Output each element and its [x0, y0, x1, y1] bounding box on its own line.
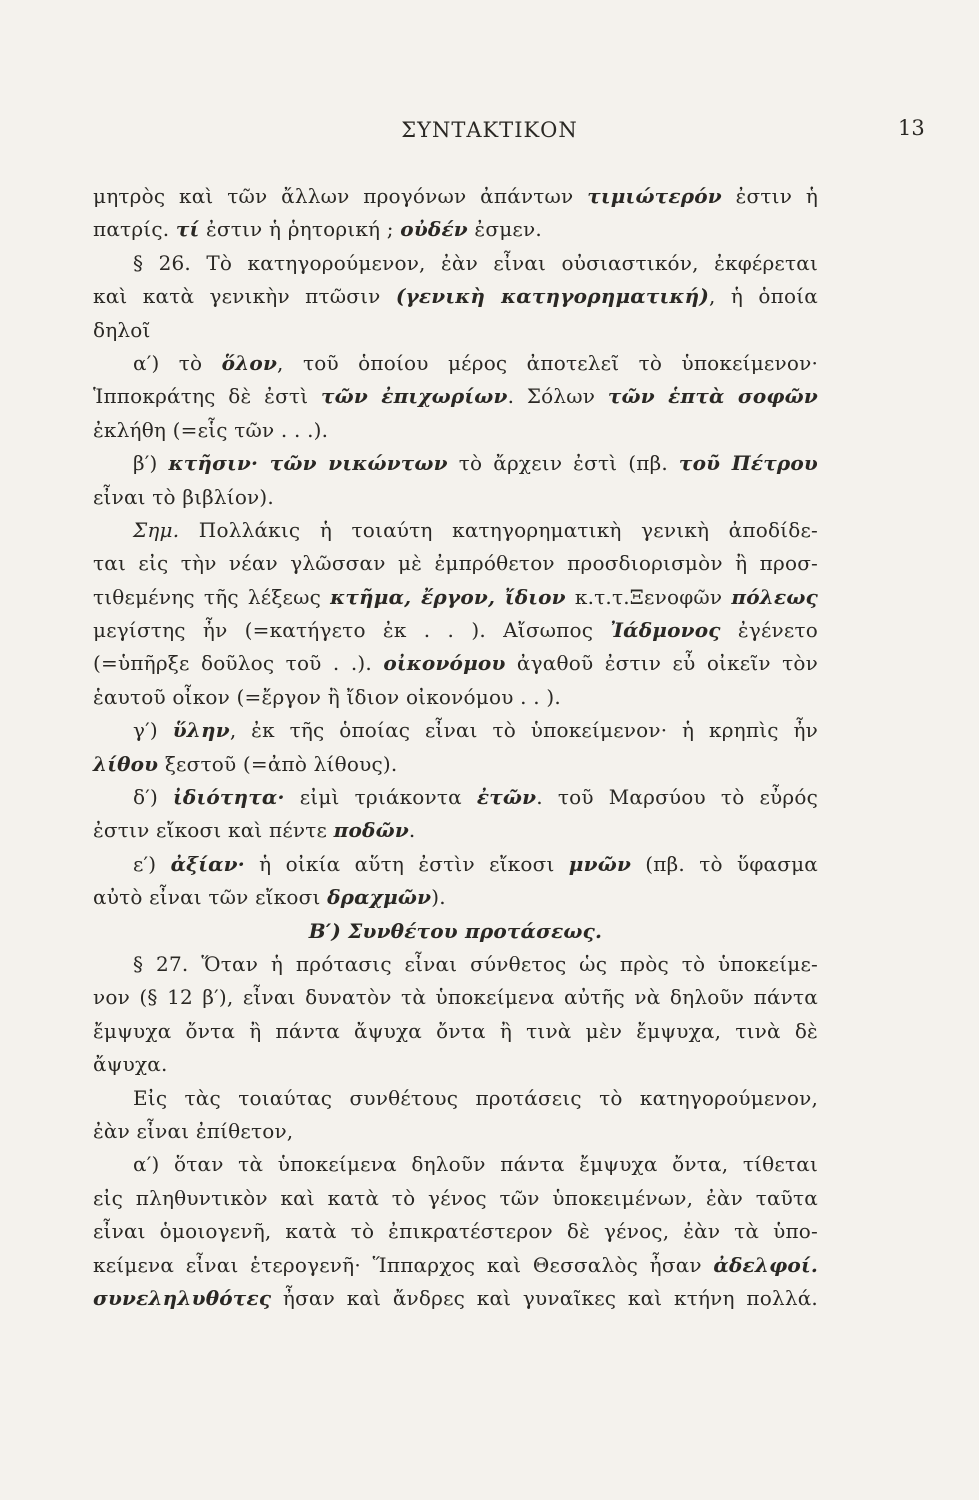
text-line — [93, 1282, 818, 1315]
text-line — [93, 1115, 818, 1148]
body-text — [93, 180, 818, 1315]
emphasized-term: οἰκονόμου — [383, 651, 506, 676]
emphasized-term: Β′) Συνθέτου προτάσεως. — [308, 918, 603, 943]
text-line — [93, 514, 818, 547]
text-segment: δηλοῖ — [93, 317, 151, 342]
text-segment: ἐσμεν. — [467, 217, 542, 242]
emphasized-term: ἀξίαν· — [170, 851, 245, 876]
text-segment: ). — [431, 885, 446, 910]
text-segment: μητρὸς καὶ τῶν ἄλλων προγόνων ἀπάντων — [93, 184, 588, 208]
text-segment: § 27. Ὅταν ἡ πρότασις εἶναι σύνθετος ὡς πρὸς τὸ ὑποκείμε- — [133, 951, 818, 976]
emphasized-term: λίθου — [93, 751, 159, 776]
emphasized-term: οὐδέν — [400, 217, 468, 242]
page-number: 13 — [898, 116, 925, 140]
text-line — [93, 547, 818, 580]
text-line — [93, 681, 818, 714]
text-segment: Σημ. — [133, 517, 180, 542]
text-segment: μεγίστης ἦν (=κατήγετο ἐκ . . ). Αἴσωπος — [93, 618, 611, 643]
text-line — [93, 1148, 818, 1181]
text-segment: τιθεμένης τῆς λέξεως — [93, 584, 331, 609]
text-segment: ἄψυχα. — [93, 1052, 168, 1077]
text-line — [93, 781, 818, 814]
text-line — [93, 180, 818, 213]
emphasized-term: ἰδιότητα· — [173, 785, 285, 810]
text-segment: εἶναι τὸ βιβλίον). — [93, 484, 274, 509]
text-segment: β′) — [133, 451, 169, 476]
text-segment: α′) τὸ — [133, 350, 222, 375]
emphasized-term: δραχμῶν — [327, 885, 432, 910]
text-segment: ται εἰς τὴν νέαν γλῶσσαν μὲ ἐμπρόθετον προσδιορισμὸν ἢ προσ- — [93, 551, 818, 576]
text-segment: (πβ. τὸ ὕφασμα — [631, 851, 818, 876]
text-line — [93, 647, 818, 680]
text-segment: γ′) — [133, 718, 173, 743]
emphasized-term: τῶν ἐπιχωρίων — [320, 384, 508, 409]
text-segment: νον (§ 12 β′), εἶναι δυνατὸν τὰ ὑποκείμενα αὐτῆς νὰ δηλοῦν πάντα — [93, 985, 818, 1010]
emphasized-term: Ἰάδμονος — [610, 618, 721, 643]
text-segment: ἐκλήθη (=εἷς τῶν . . .). — [93, 417, 329, 442]
emphasized-term: (γενικὴ κατηγορηματική) — [395, 284, 710, 309]
emphasized-term: κτῆσιν· τῶν νικώντων — [168, 451, 448, 476]
emphasized-term: τιμιώτερόν — [587, 184, 722, 208]
text-segment: Εἰς τὰς τοιαύτας συνθέτους προτάσεις τὸ κατηγορούμενον, — [133, 1085, 818, 1110]
text-segment: , ἡ ὁποία — [709, 284, 818, 309]
text-segment: εἶναι ὁμοιογενῆ, κατὰ τὸ ἐπικρατέστερον δὲ γένος, ἐὰν τὰ ὑπο- — [93, 1219, 818, 1244]
text-segment: τὸ ἄρχειν ἐστὶ (πβ. — [447, 451, 679, 476]
text-segment: ἐγένετο — [720, 618, 818, 643]
text-segment: ἑαυτοῦ οἶκον (=ἔργον ἢ ἴδιον οἰκονόμου . . ). — [93, 684, 561, 709]
text-segment: ἐστιν ἡ — [721, 184, 819, 208]
text-line — [93, 314, 818, 347]
text-line — [93, 1182, 818, 1215]
text-segment: . Σόλων — [507, 384, 608, 409]
text-segment: Πολλάκις ἡ τοιαύτη κατηγορηματικὴ γενικὴ ἀποδίδε- — [179, 517, 818, 542]
text-line — [93, 881, 818, 914]
text-segment: (=ὑπῆρξε δοῦλος τοῦ . .). — [93, 651, 384, 676]
text-segment: ε′) — [133, 851, 171, 876]
text-segment: ἦσαν καὶ ἄνδρες καὶ γυναῖκες καὶ κτήνη πολλά. — [271, 1285, 818, 1310]
text-line — [93, 948, 818, 981]
text-segment: ἡ οἰκία αὕτη ἐστὶν εἴκοσι — [244, 851, 569, 876]
text-line — [93, 280, 818, 313]
text-line — [93, 380, 818, 413]
emphasized-term: τῶν ἑπτὰ σοφῶν — [607, 384, 818, 409]
text-segment: εἰς πληθυντικὸν καὶ κατὰ τὸ γένος τῶν ὑποκειμένων, ἐὰν ταῦτα — [93, 1185, 818, 1210]
text-line — [93, 414, 818, 447]
text-line — [93, 614, 818, 647]
text-line — [93, 347, 818, 380]
text-line — [93, 748, 818, 781]
text-segment: § 26. Τὸ κατηγορούμενον, ἐὰν εἶναι οὐσιαστικόν, ἐκφέρεται — [133, 250, 818, 275]
text-segment: ἀγαθοῦ ἐστιν εὖ οἰκεῖν τὸν — [505, 651, 818, 676]
text-segment: ξεστοῦ (=ἀπὸ λίθους). — [158, 751, 398, 776]
emphasized-term: ποδῶν — [333, 818, 409, 843]
emphasized-term: πόλεως — [731, 584, 818, 609]
text-segment: κείμενα εἶναι ἑτερογενῆ· Ἵππαρχος καὶ Θεσσαλὸς ἦσαν — [93, 1252, 714, 1277]
text-segment: ἔμψυχα ὄντα ἢ πάντα ἄψυχα ὄντα ἢ τινὰ μὲν ἔμψυχα, τινὰ δὲ — [93, 1018, 818, 1043]
text-line — [93, 1015, 818, 1048]
text-line — [93, 1048, 818, 1081]
text-segment: καὶ κατὰ γενικὴν πτῶσιν — [93, 284, 396, 309]
text-line — [93, 1215, 818, 1248]
text-line — [93, 447, 818, 480]
text-line — [93, 247, 818, 280]
text-line — [93, 814, 818, 847]
text-segment: εἰμὶ τριάκοντα — [284, 785, 477, 810]
emphasized-term: κτῆμα, ἔργον, ἴδιον — [330, 584, 566, 609]
text-segment: . — [408, 818, 416, 843]
emphasized-term: τοῦ Πέτρου — [678, 451, 818, 476]
text-line — [93, 714, 818, 747]
text-segment: Ἱπποκράτης δὲ ἐστὶ — [93, 384, 321, 409]
text-segment: δ′) — [133, 785, 174, 810]
text-segment: κ.τ.τ.Ξενοφῶν — [565, 584, 732, 609]
text-line — [93, 848, 818, 881]
text-segment: . τοῦ Μαρσύου τὸ εὖρός — [536, 785, 818, 810]
emphasized-term: ὅλον — [221, 350, 278, 375]
text-line — [93, 581, 818, 614]
emphasized-term: ἀδελφοί. — [713, 1252, 818, 1277]
text-segment: αὐτὸ εἶναι τῶν εἴκοσι — [93, 885, 328, 910]
text-segment: α′) ὅταν τὰ ὑποκείμενα δηλοῦν πάντα ἔμψυχα ὄντα, τίθεται — [133, 1152, 818, 1177]
section-subheading — [93, 915, 818, 948]
text-line — [93, 213, 818, 246]
text-segment: πατρίς. — [93, 217, 176, 242]
text-segment: , τοῦ ὁποίου μέρος ἀποτελεῖ τὸ ὑποκείμενον· — [277, 350, 818, 375]
emphasized-term: τί — [175, 217, 200, 242]
text-segment: ἐστιν εἴκοσι καὶ πέντε — [93, 818, 334, 843]
text-segment: , ἐκ τῆς ὁποίας εἶναι τὸ ὑποκείμενον· ἡ κρηπὶς ἦν — [229, 718, 818, 743]
emphasized-term: ὕλην — [172, 718, 230, 743]
text-line — [93, 1082, 818, 1115]
text-line — [93, 481, 818, 514]
emphasized-term: μνῶν — [568, 851, 632, 876]
emphasized-term: συνεληλυθότες — [93, 1285, 272, 1310]
text-segment: ἐὰν εἶναι ἐπίθετον, — [93, 1118, 294, 1143]
text-line — [93, 981, 818, 1014]
running-header-title: ΣΥΝΤΑΚΤΙΚΟΝ — [401, 118, 578, 142]
text-segment: ἐστιν ἡ ῥητορική ; — [199, 217, 401, 242]
text-line — [93, 1249, 818, 1282]
emphasized-term: ἐτῶν — [476, 785, 537, 810]
